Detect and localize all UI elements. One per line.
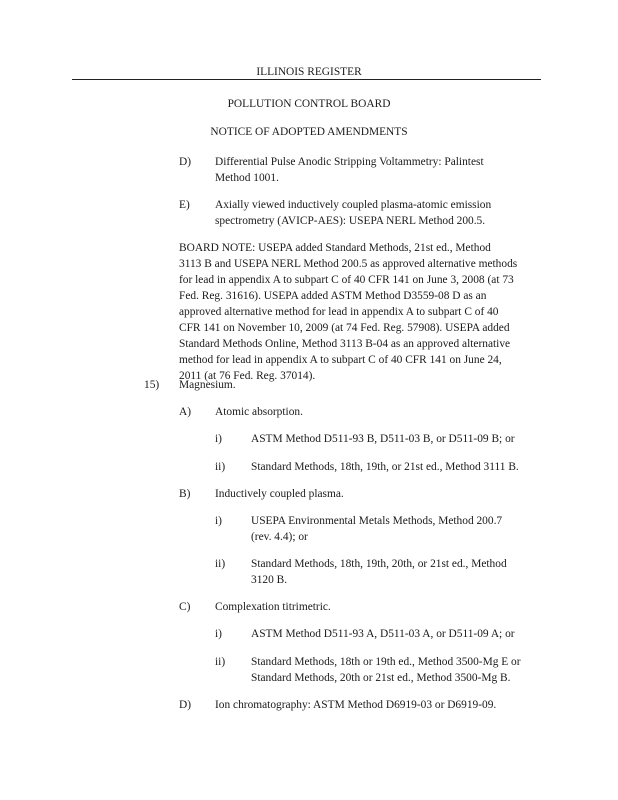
notice-title: NOTICE OF ADOPTED AMENDMENTS <box>210 126 408 138</box>
board-note-line: Fed. Reg. 31616). USEPA added ASTM Method D3559-08 D as an <box>179 290 487 302</box>
mg-b-i-label: i) <box>215 515 222 527</box>
mg-b-ii-label: ii) <box>215 558 226 570</box>
section-number: 15) <box>144 379 160 391</box>
board-note-line: for lead in appendix A to subpart C of 40 CFR 141 on June 3, 2008 (at 73 <box>179 274 514 286</box>
item-d-line2: Method 1001. <box>215 172 279 184</box>
board-title: POLLUTION CONTROL BOARD <box>227 98 391 110</box>
board-note-line: Standard Methods Online, Method 3113 B-04 as an approved alternative <box>179 338 511 350</box>
mg-a-title: Atomic absorption. <box>215 406 303 418</box>
mg-b-i-line1: USEPA Environmental Metals Methods, Method 200.7 <box>251 515 503 527</box>
board-note-line: 2011 (at 76 Fed. Reg. 37014). <box>179 370 316 382</box>
section-title: Magnesium. <box>179 379 236 391</box>
item-d-label: D) <box>179 156 192 168</box>
mg-a-ii-text: Standard Methods, 18th, 19th, or 21st ed., Method 3111 B. <box>251 461 519 473</box>
board-note-line: method for lead in appendix A to subpart C of 40 CFR 141 on June 24, <box>179 354 502 366</box>
mg-b-ii-line2: 3120 B. <box>251 574 288 586</box>
item-d-line1: Differential Pulse Anodic Stripping Voltammetry: Palintest <box>215 156 484 168</box>
mg-a-label: A) <box>179 406 192 418</box>
board-note-line: BOARD NOTE: USEPA added Standard Methods, 21st ed., Method <box>179 242 491 254</box>
board-note-line: approved alternative method for lead in appendix A to subpart C of 40 <box>179 306 499 318</box>
mg-d-label: D) <box>179 699 192 711</box>
mg-b-i-line2: (rev. 4.4); or <box>251 531 308 543</box>
mg-c-i-text: ASTM Method D511-93 A, D511-03 A, or D511-09 A; or <box>251 628 515 640</box>
board-note-line: 3113 B and USEPA NERL Method 200.5 as approved alternative methods <box>179 258 518 270</box>
register-title: ILLINOIS REGISTER <box>256 66 362 78</box>
mg-c-ii-label: ii) <box>215 656 226 668</box>
mg-a-i-label: i) <box>215 433 222 445</box>
mg-c-title: Complexation titrimetric. <box>215 601 331 613</box>
board-note-line: CFR 141 on November 10, 2009 (at 74 Fed. Reg. 57908). USEPA added <box>179 322 510 334</box>
item-e-label: E) <box>179 199 190 211</box>
mg-c-ii-line1: Standard Methods, 18th or 19th ed., Method 3500-Mg E or <box>251 656 521 668</box>
mg-b-label: B) <box>179 488 191 500</box>
mg-d-text: Ion chromatography: ASTM Method D6919-03 or D6919-09. <box>215 699 497 711</box>
mg-b-ii-line1: Standard Methods, 18th, 19th, 20th, or 21st ed., Method <box>251 558 507 570</box>
item-e-line1: Axially viewed inductively coupled plasma-atomic emission <box>215 199 492 211</box>
mg-b-title: Inductively coupled plasma. <box>215 488 344 500</box>
item-e-line2: spectrometry (AVICP-AES): USEPA NERL Method 200.5. <box>215 215 486 227</box>
mg-c-ii-line2: Standard Methods, 20th or 21st ed., Method 3500-Mg B. <box>251 672 511 684</box>
mg-c-label: C) <box>179 601 191 613</box>
header-rule <box>72 79 541 80</box>
mg-a-ii-label: ii) <box>215 461 226 473</box>
mg-a-i-text: ASTM Method D511-93 B, D511-03 B, or D511-09 B; or <box>251 433 515 445</box>
mg-c-i-label: i) <box>215 628 222 640</box>
